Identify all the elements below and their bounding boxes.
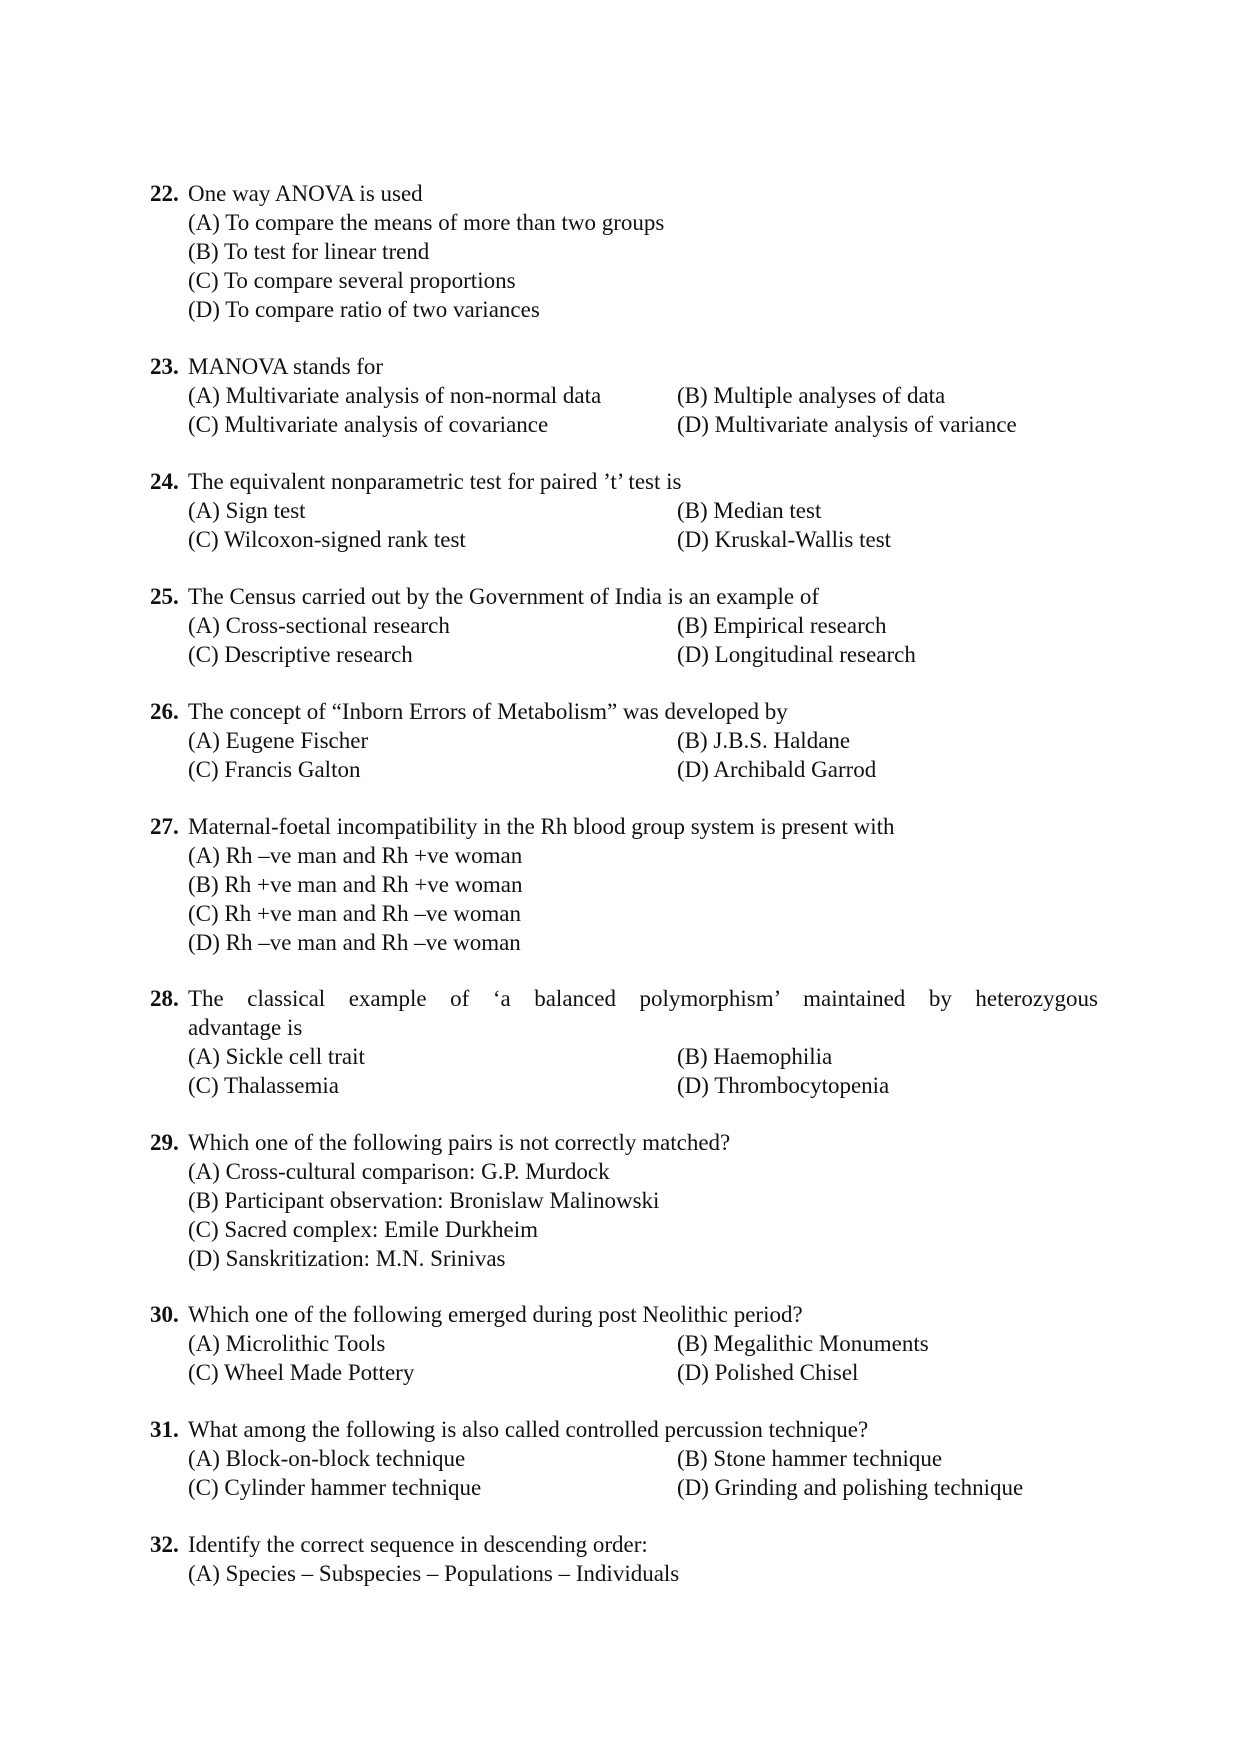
option-d: (D) Grinding and polishing technique bbox=[677, 1475, 1024, 1500]
question-text: Identify the correct sequence in descending order: bbox=[188, 1532, 648, 1557]
question-number: 32. bbox=[150, 1532, 179, 1557]
question-number: 23. bbox=[150, 354, 179, 379]
question-32 bbox=[150, 1530, 1100, 1588]
option-c: (C) Descriptive research bbox=[188, 642, 413, 667]
option-c: (C) Sacred complex: Emile Durkheim bbox=[188, 1217, 539, 1242]
question-27 bbox=[150, 812, 1100, 957]
option-c: (C) To compare several proportions bbox=[188, 268, 516, 293]
question-number: 30. bbox=[150, 1302, 179, 1327]
question-text: The concept of “Inborn Errors of Metabolism” was developed by bbox=[188, 699, 788, 724]
question-number: 31. bbox=[150, 1417, 179, 1442]
option-a: (A) Sickle cell trait bbox=[188, 1044, 365, 1069]
question-text: One way ANOVA is used bbox=[188, 181, 423, 206]
option-d: (D) Archibald Garrod bbox=[677, 757, 877, 782]
option-d: (D) Longitudinal research bbox=[677, 642, 916, 667]
question-text: Which one of the following pairs is not correctly matched? bbox=[188, 1130, 731, 1155]
question-25 bbox=[150, 582, 1100, 669]
option-b: (B) Megalithic Monuments bbox=[677, 1331, 929, 1356]
question-29 bbox=[150, 1128, 1100, 1273]
option-a: (A) Multivariate analysis of non-normal data bbox=[188, 383, 602, 408]
option-c: (C) Multivariate analysis of covariance bbox=[188, 412, 549, 437]
question-text: The Census carried out by the Government of India is an example of bbox=[188, 584, 820, 609]
question-number: 24. bbox=[150, 469, 179, 494]
question-26 bbox=[150, 697, 1100, 784]
question-text: Which one of the following emerged during post Neolithic period? bbox=[188, 1302, 803, 1327]
question-number: 26. bbox=[150, 699, 179, 724]
option-a: (A) Eugene Fischer bbox=[188, 728, 369, 753]
option-d: (D) Thrombocytopenia bbox=[677, 1073, 890, 1098]
option-a: (A) Sign test bbox=[188, 498, 306, 523]
option-b: (B) Stone hammer technique bbox=[677, 1446, 943, 1471]
option-a: (A) To compare the means of more than two groups bbox=[188, 210, 665, 235]
option-b: (B) Multiple analyses of data bbox=[677, 383, 946, 408]
option-b: (B) To test for linear trend bbox=[188, 239, 430, 264]
option-c: (C) Rh +ve man and Rh –ve woman bbox=[188, 901, 521, 926]
option-a: (A) Cross-cultural comparison: G.P. Murdock bbox=[188, 1159, 610, 1184]
question-text: What among the following is also called controlled percussion technique? bbox=[188, 1417, 869, 1442]
option-c: (C) Thalassemia bbox=[188, 1073, 339, 1098]
option-b: (B) Rh +ve man and Rh +ve woman bbox=[188, 872, 523, 897]
question-30 bbox=[150, 1300, 1100, 1387]
option-d: (D) Rh –ve man and Rh –ve woman bbox=[188, 930, 521, 955]
question-number: 28. bbox=[150, 986, 179, 1011]
option-a: (A) Block-on-block technique bbox=[188, 1446, 466, 1471]
option-b: (B) Empirical research bbox=[677, 613, 887, 638]
question-31 bbox=[150, 1415, 1100, 1502]
option-d: (D) Multivariate analysis of variance bbox=[677, 412, 1017, 437]
option-a: (A) Rh –ve man and Rh +ve woman bbox=[188, 843, 523, 868]
question-23 bbox=[150, 352, 1100, 439]
question-22 bbox=[150, 179, 1100, 324]
question-number: 29. bbox=[150, 1130, 179, 1155]
option-b: (B) Median test bbox=[677, 498, 822, 523]
option-c: (C) Cylinder hammer technique bbox=[188, 1475, 482, 1500]
question-text-continued: advantage is bbox=[188, 1015, 303, 1040]
option-a: (A) Species – Subspecies – Populations – Individuals bbox=[188, 1561, 680, 1586]
question-28 bbox=[150, 984, 1100, 1100]
question-text: The classical example of ‘a balanced polymorphism’ maintained by heterozygous bbox=[188, 986, 1098, 1011]
option-b: (B) Haemophilia bbox=[677, 1044, 833, 1069]
option-b: (B) Participant observation: Bronislaw Malinowski bbox=[188, 1188, 660, 1213]
option-b: (B) J.B.S. Haldane bbox=[677, 728, 851, 753]
option-d: (D) Polished Chisel bbox=[677, 1360, 859, 1385]
question-text: MANOVA stands for bbox=[188, 354, 384, 379]
option-d: (D) Sanskritization: M.N. Srinivas bbox=[188, 1246, 506, 1271]
question-text: The equivalent nonparametric test for paired ’t’ test is bbox=[188, 469, 682, 494]
option-d: (D) Kruskal-Wallis test bbox=[677, 527, 892, 552]
question-number: 25. bbox=[150, 584, 179, 609]
option-a: (A) Microlithic Tools bbox=[188, 1331, 386, 1356]
question-number: 27. bbox=[150, 814, 179, 839]
option-c: (C) Wilcoxon-signed rank test bbox=[188, 527, 466, 552]
question-24 bbox=[150, 467, 1100, 554]
option-a: (A) Cross-sectional research bbox=[188, 613, 450, 638]
question-text: Maternal-foetal incompatibility in the Rh blood group system is present with bbox=[188, 814, 895, 839]
option-c: (C) Francis Galton bbox=[188, 757, 361, 782]
option-d: (D) To compare ratio of two variances bbox=[188, 297, 540, 322]
question-number: 22. bbox=[150, 181, 179, 206]
option-c: (C) Wheel Made Pottery bbox=[188, 1360, 415, 1385]
